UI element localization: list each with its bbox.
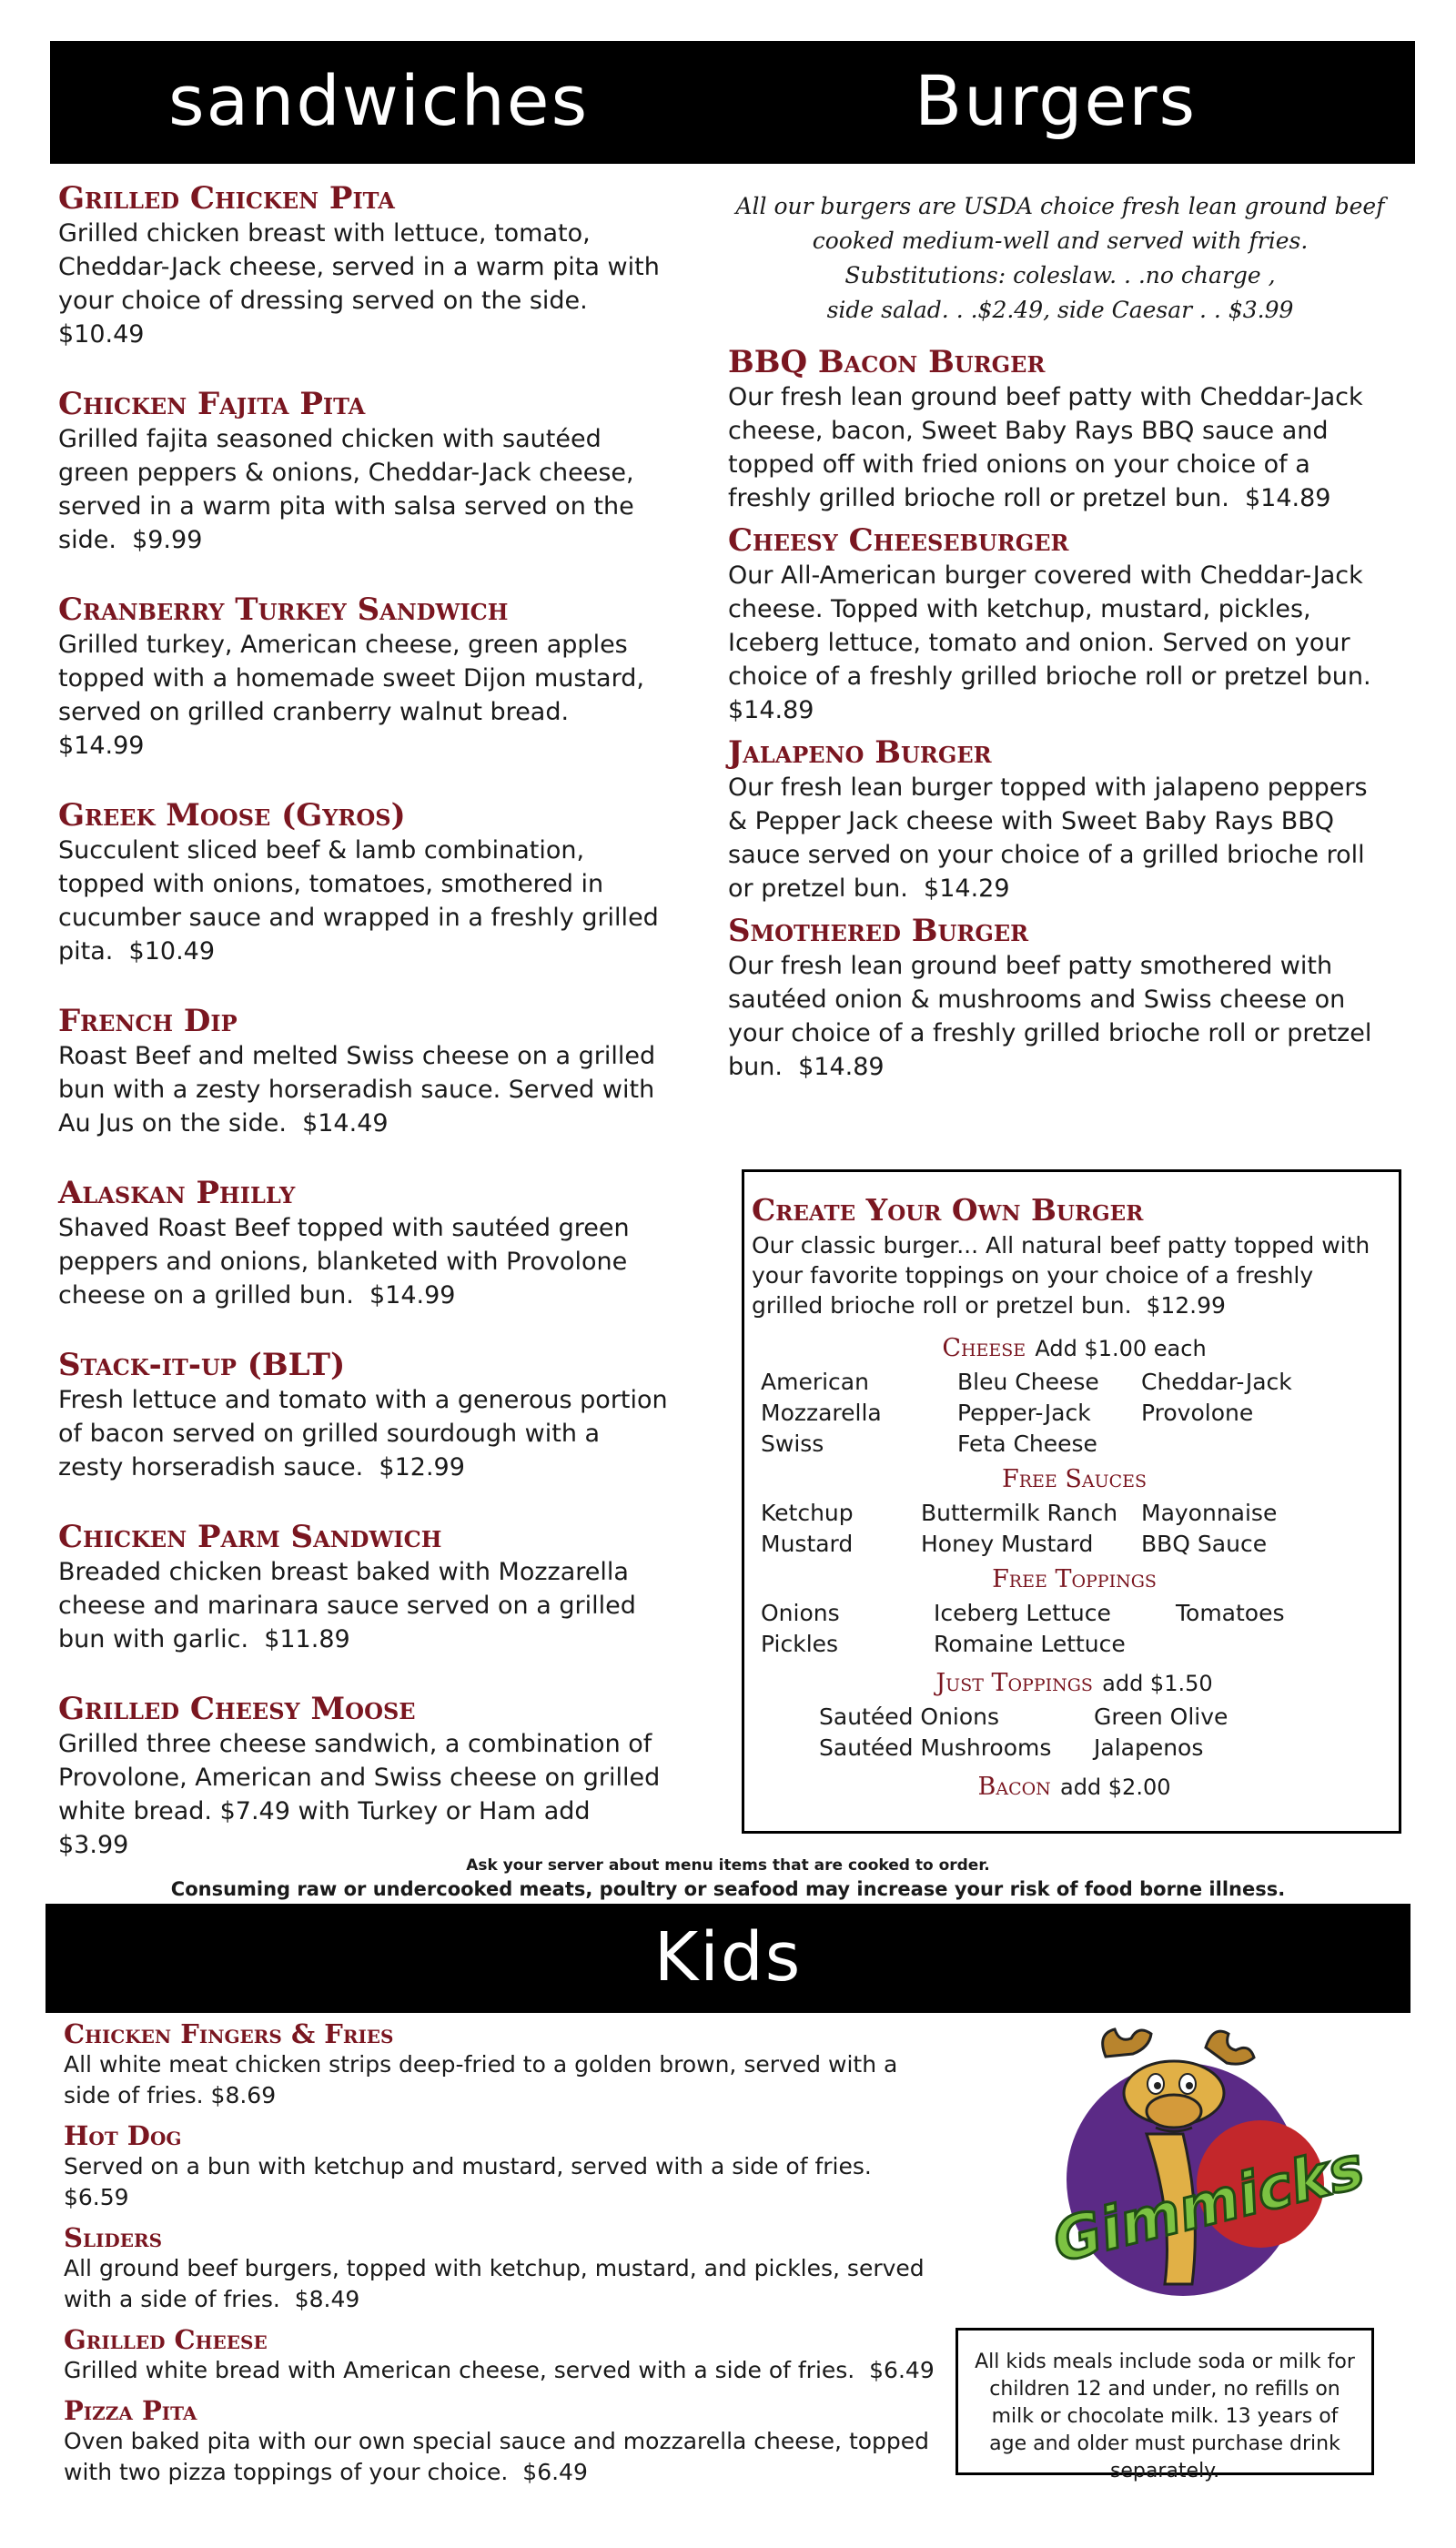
item-name: Jalapeno Burger <box>728 734 992 771</box>
item-description: Oven baked pita with our own special sauce and mozzarella cheese, topped with two pizza toppings of your choice. $6.49 <box>64 2428 930 2485</box>
toppings-col-3 <box>1176 1598 1285 1629</box>
item-description: Served on a bun with ketchup and mustard, served with a side of fries. $6.59 <box>64 2153 872 2210</box>
option: Bleu Cheese <box>957 1369 1099 1395</box>
item-description: Our fresh lean ground beef patty smothered with sautéed onion & mushrooms and Swiss cheese on your choice of a freshly grilled brioche roll or pretzel bun. $14.89 <box>728 952 1372 1081</box>
item-name: Chicken Fingers & Fries <box>64 2018 394 2049</box>
item-description: Grilled three cheese sandwich, a combination of Provolone, American and Swiss cheese on grilled white bread. $7.49 with Turkey or Ham add $3.99 <box>58 1730 661 1859</box>
cyob-description: Our classic burger... All natural beef patty topped with your favorite toppings on your choice of a freshly grilled brioche roll or pretzel bun. $12.99 <box>752 1232 1370 1319</box>
item-name: Alaskan Philly <box>58 1175 296 1211</box>
cheese-col-2 <box>957 1367 1099 1460</box>
menu-item <box>728 344 1392 515</box>
option: Romaine Lettuce <box>934 1631 1126 1657</box>
item-price: $7.49 with Turkey or Ham add $3.99 <box>58 1797 591 1859</box>
item-price: $8.49 <box>294 2286 360 2312</box>
bacon-heading <box>744 1773 1404 1801</box>
just-toppings-heading <box>744 1669 1404 1697</box>
item-name: Grilled Cheesy Moose <box>58 1691 416 1727</box>
sandwiches-section <box>58 180 668 1862</box>
item-name: Smothered Burger <box>728 913 1029 949</box>
header-banner <box>50 41 1415 164</box>
menu-item <box>728 913 1392 1084</box>
gimmicks-logo <box>987 2020 1388 2311</box>
item-price: $6.59 <box>64 2184 129 2210</box>
cheese-heading <box>744 1334 1404 1362</box>
item-name: Cranberry Turkey Sandwich <box>58 592 509 628</box>
kids-drink-note-text: All kids meals include soda or milk for children 12 and under, no refills on milk or chocolate milk. 13 years of age and older must purchase drink separately. <box>975 2351 1355 2482</box>
sauces-heading <box>744 1465 1404 1493</box>
option: Mayonnaise <box>1141 1500 1278 1526</box>
item-description: Grilled fajita seasoned chicken with sautéed green peppers & onions, Cheddar-Jack cheese, served in a warm pita with salsa served on the side. $9.99 <box>58 425 634 554</box>
item-price: $11.89 <box>264 1625 350 1653</box>
item-price: $14.89 <box>798 1053 885 1081</box>
item-name: Sliders <box>64 2222 163 2253</box>
menu-item <box>728 522 1392 727</box>
item-name: Chicken Fajita Pita <box>58 386 366 422</box>
item-name: French Dip <box>58 1003 238 1039</box>
item-price: $10.49 <box>128 937 216 966</box>
menu-item <box>58 797 668 968</box>
burgers-section <box>728 189 1392 1084</box>
item-description: Our fresh lean ground beef patty with Cheddar-Jack cheese, bacon, Sweet Baby Rays BBQ sauce and topped off with fried onions on your choice of a freshly grilled brioche roll or pretzel bun. $14.89 <box>728 383 1363 512</box>
food-safety-warning: Consuming raw or undercooked meats, poultry or seafood may increase your risk of food borne illness. <box>170 1878 1286 1900</box>
item-description: Roast Beef and melted Swiss cheese on a grilled bun with a zesty horseradish sauce. Served with Au Jus on the side. $14.49 <box>58 1042 656 1138</box>
cyob-title: Create Your Own Burger <box>752 1192 1144 1228</box>
item-description: Grilled white bread with American cheese, served with a side of fries. $6.49 <box>64 2357 935 2383</box>
option: Pickles <box>761 1631 839 1657</box>
cheese-label: Cheese <box>942 1334 1026 1362</box>
option: Tomatoes <box>1176 1600 1285 1626</box>
cheese-price: Add $1.00 each <box>1035 1336 1207 1361</box>
item-name: Grilled Chicken Pita <box>58 180 395 217</box>
item-price: $14.89 <box>728 696 814 724</box>
option: Green Olive <box>1094 1704 1228 1730</box>
cheese-col-3 <box>1141 1367 1292 1429</box>
item-description: Our All-American burger covered with Cheddar-Jack cheese. Topped with ketchup, mustard, pickles, Iceberg lettuce, tomato and onion. Served on your choice of a freshly grilled brioche roll or pretzel bun. $14.89 <box>728 561 1371 724</box>
item-description: Shaved Roast Beef topped with sautéed green peppers and onions, blanketed with Provolone cheese on a grilled bun. $14.99 <box>58 1214 630 1309</box>
item-name: Pizza Pita <box>64 2395 197 2426</box>
create-your-own-box <box>742 1169 1401 1834</box>
option: Buttermilk Ranch <box>921 1500 1118 1526</box>
kids-banner <box>46 1904 1410 2013</box>
item-name: Chicken Parm Sandwich <box>58 1519 442 1555</box>
toppings-heading <box>744 1565 1404 1593</box>
item-name: Cheesy Cheeseburger <box>728 522 1069 559</box>
item-description: All white meat chicken strips deep-fried to a golden brown, served with a side of fries. $8.69 <box>64 2051 898 2108</box>
just-col-1 <box>819 1702 1051 1764</box>
sauces-col-2 <box>921 1498 1117 1560</box>
option: Onions <box>761 1600 840 1626</box>
option: BBQ Sauce <box>1141 1531 1268 1557</box>
cyob-price: $12.99 <box>1146 1292 1226 1319</box>
cheese-col-1 <box>761 1367 882 1460</box>
kids-drink-note <box>956 2328 1374 2482</box>
item-name: Grilled Cheese <box>64 2324 268 2355</box>
item-name: Stack-it-up (BLT) <box>58 1347 346 1383</box>
burger-note <box>728 189 1392 328</box>
item-description: Succulent sliced beef & lamb combination, topped with onions, tomatoes, smothered in cucumber sauce and wrapped in a freshly grilled pita. $10.49 <box>58 836 659 966</box>
item-price: $9.99 <box>132 526 203 554</box>
menu-item <box>64 2120 937 2213</box>
option: Honey Mustard <box>921 1531 1094 1557</box>
sauces-col-1 <box>761 1498 854 1560</box>
item-name: Hot Dog <box>64 2120 182 2151</box>
option: Sautéed Mushrooms <box>819 1734 1052 1761</box>
bacon-price: add $2.00 <box>1059 1774 1171 1800</box>
sauces-label: Free Sauces <box>1001 1465 1147 1493</box>
menu-item <box>58 1175 668 1312</box>
item-description: Breaded chicken breast baked with Mozzarella cheese and marinara sauce served on a grilled bun with garlic. $11.89 <box>58 1558 636 1653</box>
toppings-col-2 <box>934 1598 1126 1660</box>
just-toppings-label: Just Toppings <box>935 1669 1093 1697</box>
menu-item <box>58 1691 668 1862</box>
item-price: $10.49 <box>58 320 145 349</box>
item-description: All ground beef burgers, topped with ketchup, mustard, and pickles, served with a side of fries. $8.49 <box>64 2255 925 2312</box>
option: Provolone <box>1141 1400 1254 1426</box>
item-price: $8.69 <box>210 2082 277 2108</box>
option: Sautéed Onions <box>819 1704 1000 1730</box>
burger-note-line: cooked medium-well and served with fries. <box>812 228 1309 254</box>
menu-item <box>64 2395 937 2488</box>
item-price: $6.49 <box>869 2357 935 2383</box>
item-price: $12.99 <box>379 1453 465 1481</box>
item-description: Our fresh lean burger topped with jalapeno peppers & Pepper Jack cheese with Sweet Baby Rays BBQ sauce served on your choice of a grilled brioche roll or pretzel bun. $14.29 <box>728 774 1368 903</box>
menu-item <box>58 1519 668 1656</box>
option: Feta Cheese <box>957 1431 1097 1457</box>
menu-item <box>58 180 668 351</box>
menu-item <box>58 592 668 763</box>
toppings-col-1 <box>761 1598 840 1660</box>
just-col-2 <box>1094 1702 1228 1764</box>
menu-item <box>58 386 668 557</box>
item-price: $14.99 <box>58 732 145 760</box>
option: Cheddar-Jack <box>1141 1369 1292 1395</box>
toppings-label: Free Toppings <box>992 1565 1157 1593</box>
sandwiches-heading: sandwiches <box>168 60 590 141</box>
menu-item <box>64 2018 937 2111</box>
menu-item <box>64 2324 937 2386</box>
option: American <box>761 1369 869 1395</box>
option: Jalapenos <box>1094 1734 1204 1761</box>
logo-graphic <box>987 2020 1388 2311</box>
item-name: Greek Moose (Gyros) <box>58 797 406 834</box>
cooked-to-order-note: Ask your server about menu items that are cooked to order. <box>466 1856 990 1875</box>
item-price: $14.29 <box>924 875 1010 903</box>
burger-note-line: side salad. . .$2.49, side Caesar . . $3.99 <box>826 297 1294 323</box>
logo-text: Gimmicks <box>1046 2134 1371 2277</box>
item-description: Grilled turkey, American cheese, green apples topped with a homemade sweet Dijon mustard, served on grilled cranberry walnut bread. $14.99 <box>58 631 644 760</box>
menu-item <box>58 1347 668 1484</box>
menu-item <box>64 2222 937 2315</box>
option: Mustard <box>761 1531 854 1557</box>
item-name: BBQ Bacon Burger <box>728 344 1046 380</box>
item-price: $6.49 <box>522 2459 588 2485</box>
item-price: $14.49 <box>302 1109 389 1138</box>
option: Swiss <box>761 1431 824 1457</box>
burgers-heading: Burgers <box>915 60 1198 141</box>
option: Mozzarella <box>761 1400 882 1426</box>
option: Iceberg Lettuce <box>934 1600 1111 1626</box>
menu-item <box>58 1003 668 1140</box>
kids-section <box>64 2018 937 2488</box>
just-toppings-price: add $1.50 <box>1102 1671 1213 1696</box>
item-description: Grilled chicken breast with lettuce, tomato, Cheddar-Jack cheese, served in a warm pita with your choice of dressing served on the side. $10.49 <box>58 219 660 349</box>
option: Ketchup <box>761 1500 854 1526</box>
item-price: $14.89 <box>1245 484 1331 512</box>
item-description: Fresh lettuce and tomato with a generous portion of bacon served on grilled sourdough with a zesty horseradish sauce. $12.99 <box>58 1386 668 1481</box>
menu-item <box>728 734 1392 905</box>
sauces-col-3 <box>1141 1498 1277 1560</box>
burger-note-line: All our burgers are USDA choice fresh lean ground beef <box>735 193 1385 219</box>
burger-note-line: Substitutions: coleslaw. . .no charge , <box>844 262 1276 288</box>
item-price: $14.99 <box>369 1281 456 1309</box>
kids-heading: Kids <box>653 1918 803 1997</box>
bacon-label: Bacon <box>977 1773 1051 1801</box>
option: Pepper-Jack <box>957 1400 1091 1426</box>
